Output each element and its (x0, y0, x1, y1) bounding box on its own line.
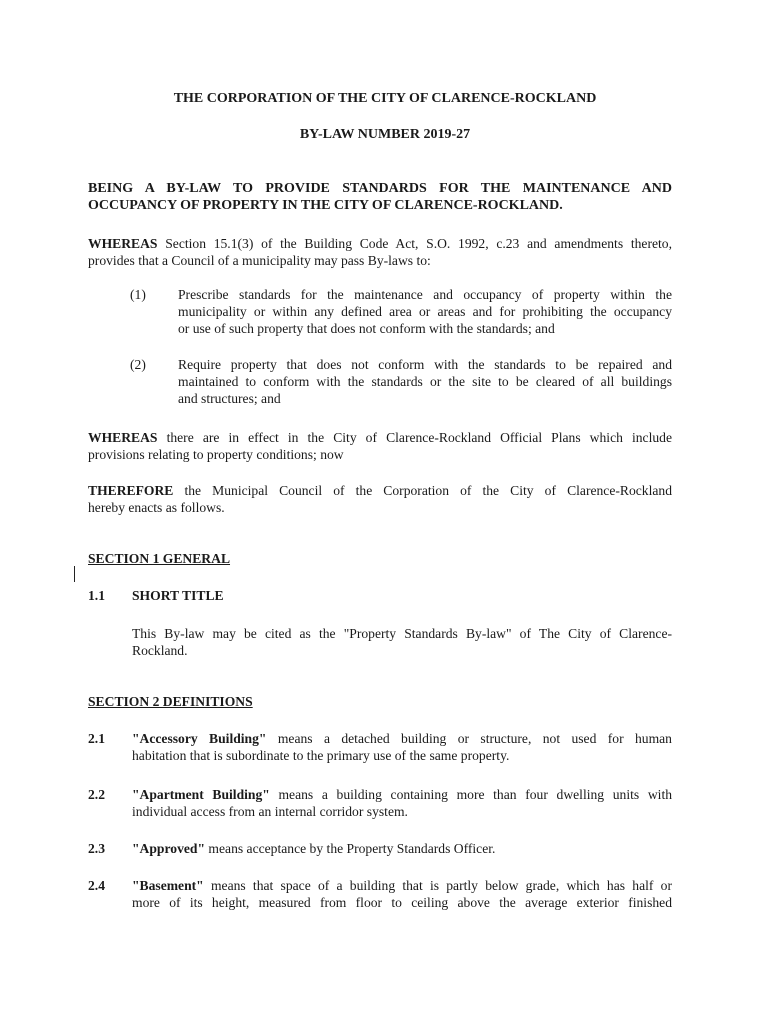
definition-number: 2.3 (88, 841, 105, 856)
definition-line-2: habitation that is subordinate to the primary use of the same property. (132, 748, 510, 763)
short-title-line-2: Rockland. (132, 643, 188, 658)
definition-text: means a detached building or structure, not used for human (277, 731, 672, 746)
definition-number: 2.4 (88, 878, 105, 893)
definition-number: 2.2 (88, 787, 105, 802)
item-number-1: (1) (130, 287, 146, 302)
whereas-text: there are in effect in the City of Clarence-Rockland Official Plans which include (166, 430, 672, 445)
item-1-line-1: Prescribe standards for the maintenance and occupancy of property within the (178, 287, 672, 302)
definition-line-1 (132, 877, 672, 894)
definition-line-2: more of its height, measured from floor to ceiling above the average exterior finished (132, 895, 672, 910)
definition-term: "Apartment Building" (132, 787, 270, 802)
item-2-line-3: and structures; and (178, 391, 281, 406)
therefore-text: the Municipal Council of the Corporation of the City of Clarence-Rockland (184, 483, 673, 498)
definition-term: "Basement" (132, 878, 204, 893)
therefore-paragraph-line-1 (88, 482, 672, 499)
bylaw-purpose-line-1: BEING A BY-LAW TO PROVIDE STANDARDS FOR THE MAINTENANCE AND (88, 181, 672, 196)
section-1-1-title: SHORT TITLE (132, 588, 224, 603)
therefore-keyword: THEREFORE (88, 483, 174, 498)
section-1-heading: SECTION 1 GENERAL (88, 551, 231, 566)
definition-text: means that space of a building that is partly below grade, which has half or (210, 878, 672, 893)
definition-text: means acceptance by the Property Standards Officer. (208, 841, 496, 856)
definition-text: means a building containing more than four dwelling units with (278, 787, 673, 802)
definition-term: "Accessory Building" (132, 731, 267, 746)
definition-line-1 (132, 730, 672, 747)
definition-line-2: individual access from an internal corridor system. (132, 804, 408, 819)
definition-term: "Approved" (132, 841, 206, 856)
item-1-line-2: municipality or within any defined area or areas and for prohibiting the occupancy (178, 304, 672, 319)
item-1-line-3: or use of such property that does not conform with the standards; and (178, 321, 555, 336)
section-2-heading: SECTION 2 DEFINITIONS (88, 694, 253, 709)
whereas-keyword: WHEREAS (88, 236, 158, 251)
bylaw-purpose-line-2: OCCUPANCY OF PROPERTY IN THE CITY OF CLARENCE-ROCKLAND. (88, 198, 563, 213)
bylaw-number: BY-LAW NUMBER 2019-27 (299, 127, 471, 142)
section-1-1-number: 1.1 (88, 588, 105, 603)
margin-mark (74, 566, 75, 582)
whereas-paragraph-2-line-2: provisions relating to property conditions; now (88, 447, 344, 462)
therefore-paragraph-line-2: hereby enacts as follows. (88, 500, 225, 515)
definition-number: 2.1 (88, 731, 105, 746)
whereas-keyword: WHEREAS (88, 430, 158, 445)
item-number-2: (2) (130, 357, 146, 372)
short-title-line-1: This By-law may be cited as the "Property Standards By-law" of The City of Clarence- (132, 626, 672, 641)
item-2-line-1: Require property that does not conform with the standards to be repaired and (178, 357, 672, 372)
whereas-text: Section 15.1(3) of the Building Code Act, S.O. 1992, c.23 and amendments thereto, (165, 236, 672, 251)
corporation-heading: THE CORPORATION OF THE CITY OF CLARENCE-ROCKLAND (173, 91, 597, 106)
item-2-line-2: maintained to conform with the standards or the site to be cleared of all buildings (178, 374, 672, 389)
whereas-paragraph-1-line-1 (88, 235, 672, 252)
definition-line-1 (132, 786, 672, 803)
definition-line-1 (132, 840, 495, 857)
whereas-paragraph-1-line-2: provides that a Council of a municipality may pass By-laws to: (88, 253, 431, 268)
whereas-paragraph-2-line-1 (88, 429, 672, 446)
